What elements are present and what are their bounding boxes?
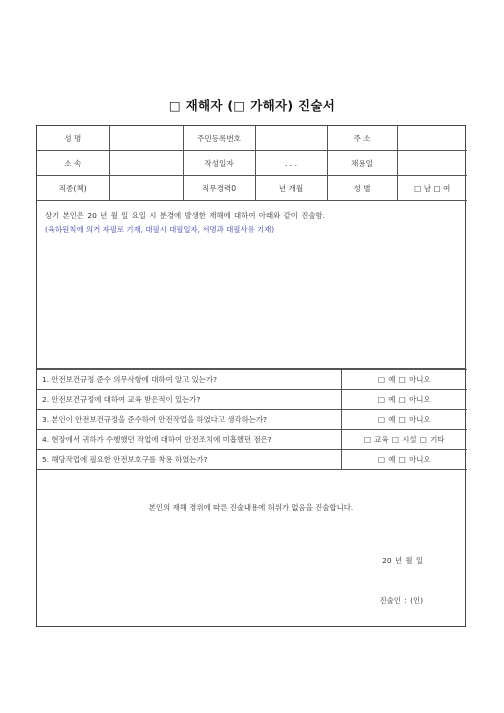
label-job-experience: 직무경력0 (183, 176, 255, 201)
truth-statement: 본인의 재해 경위에 따른 진술내용에 허위가 없음을 진술합니다. (148, 503, 354, 512)
answer-checkboxes[interactable]: □ 교육 □ 시설 □ 기타 (341, 430, 467, 450)
field-address[interactable] (397, 126, 467, 151)
question-text: 5. 해당작업에 필요한 안전보호구를 착용 하였는가? (37, 450, 341, 470)
question-row (37, 430, 467, 450)
personal-info-table (37, 126, 467, 201)
document-title: □ 재해자 (□ 가해자) 진술서 (168, 98, 336, 113)
question-row (37, 410, 467, 430)
narrative-section[interactable] (37, 201, 465, 369)
answer-checkboxes[interactable]: □ 예 □ 아니오 (341, 370, 467, 390)
field-job-type[interactable] (109, 176, 183, 201)
question-row (37, 370, 467, 390)
question-row (37, 390, 467, 410)
label-department: 소 속 (37, 151, 109, 176)
narrative-instruction: (육하원칙에 의거 자필로 기재, 대필시 대필일자, 서명과 대필사유 기재) (45, 225, 275, 234)
answer-checkboxes[interactable]: □ 예 □ 아니오 (341, 410, 467, 430)
label-written-date: 작성일자 (183, 151, 255, 176)
questions-table (37, 369, 467, 470)
signature-line[interactable]: 진술인 : (인) (379, 596, 423, 605)
answer-checkboxes[interactable]: □ 예 □ 아니오 (341, 390, 467, 410)
question-text: 1. 안전보건규정 준수 의무사항에 대하여 알고 있는가? (37, 370, 341, 390)
question-text: 3. 본인이 안전보건규정을 준수하여 안전작업을 하였다고 생각하는가? (37, 410, 341, 430)
gender-checkboxes[interactable]: □ 남 □ 여 (397, 176, 467, 201)
field-job-experience[interactable]: 년 개월 (255, 176, 327, 201)
label-gender: 성 별 (327, 176, 397, 201)
label-address: 주 소 (327, 126, 397, 151)
info-row-1 (37, 126, 467, 151)
info-row-2 (37, 151, 467, 176)
question-text: 2. 안전보건규정에 대하여 교육 받은적이 있는가? (37, 390, 341, 410)
narrative-intro: 상기 본인은 20 년 월 일 요일 시 분경에 발생한 재해에 대하여 아래와 같이 진술함. (45, 211, 325, 220)
field-hire-date[interactable] (397, 151, 467, 176)
info-row-3 (37, 176, 467, 201)
signature-date[interactable]: 20 년 월 일 (382, 556, 423, 565)
field-resident-number[interactable] (255, 126, 327, 151)
label-resident-number: 주민등록번호 (183, 126, 255, 151)
answer-checkboxes[interactable]: □ 예 □ 아니오 (341, 450, 467, 470)
label-name: 성 명 (37, 126, 109, 151)
question-text: 4. 현장에서 귀하가 수행했던 작업에 대하여 안전조치에 미흡했던 점은? (37, 430, 341, 450)
question-row (37, 450, 467, 470)
label-job-type: 직종(책) (37, 176, 109, 201)
field-name[interactable] (109, 126, 183, 151)
statement-form (36, 125, 466, 627)
field-written-date[interactable]: . . . (255, 151, 327, 176)
field-department[interactable] (109, 151, 183, 176)
label-hire-date: 채용일 (327, 151, 397, 176)
